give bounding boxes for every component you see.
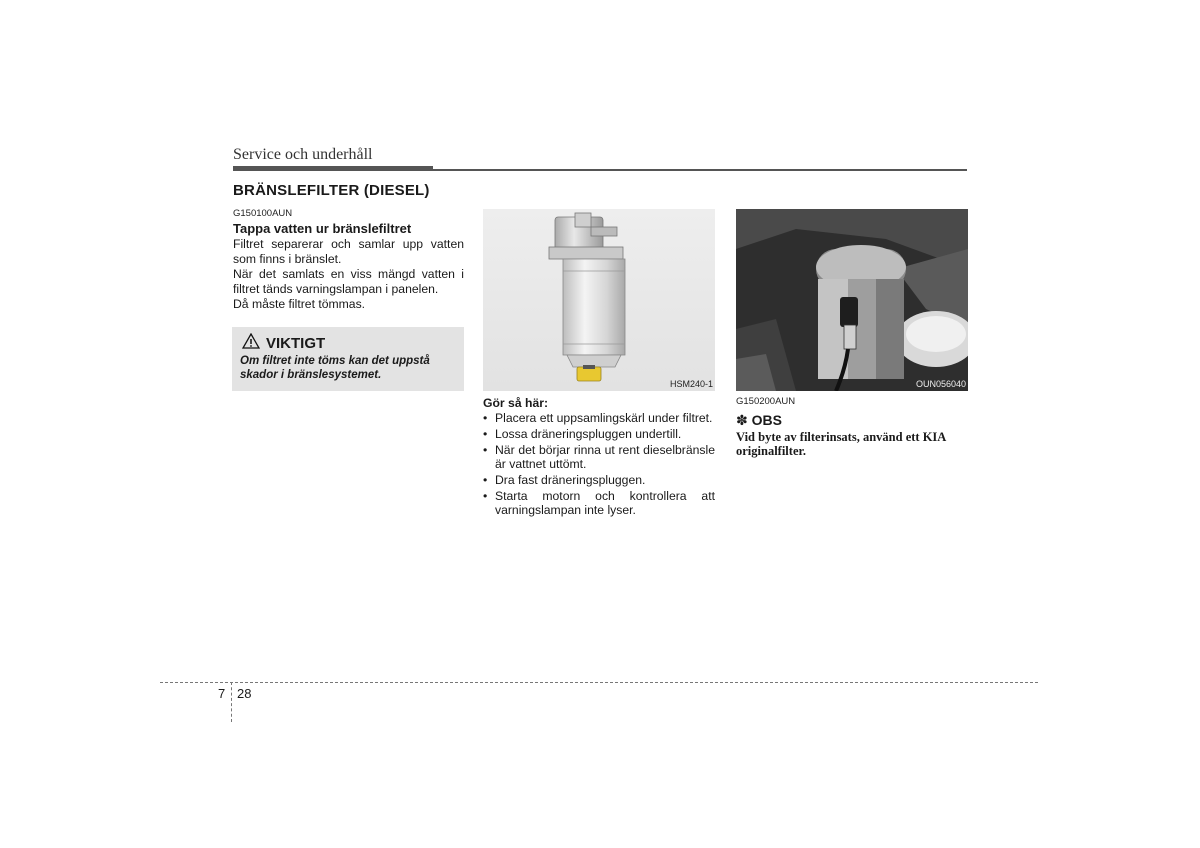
footer-divider	[231, 682, 232, 722]
running-header: Service och underhåll	[233, 146, 373, 163]
section-code: G150100AUN	[233, 208, 293, 219]
warning-body: Om filtret inte töms kan det uppstå skador i bränslesystemet.	[240, 355, 430, 381]
right-column	[736, 396, 968, 458]
warning-header	[242, 333, 325, 354]
obs-title: ✽ OBS	[736, 412, 782, 428]
left-column	[233, 208, 464, 312]
header-rule-thin	[433, 169, 967, 171]
obs-body: Vid byte av filterinsats, använd ett KIA originalfilter.	[736, 430, 946, 458]
warning-box	[232, 327, 464, 391]
section-title: BRÄNSLEFILTER (DIESEL)	[233, 182, 430, 199]
paragraph: När det samlats en viss mängd vatten i filtret tänds varningslampan i panelen.	[233, 267, 464, 296]
sub-heading: Tappa vatten ur bränslefiltret	[233, 221, 412, 236]
page-number: 28	[237, 686, 252, 701]
chapter-number: 7	[218, 686, 226, 701]
list-item: • Dra fast dräneringspluggen.	[483, 473, 715, 487]
fuel-filter-illustration	[483, 209, 715, 391]
steps-list	[483, 411, 715, 517]
steps-heading: Gör så här:	[483, 396, 549, 410]
section-code: G150200AUN	[736, 396, 796, 407]
engine-photo	[736, 209, 968, 391]
warning-title: VIKTIGT	[266, 335, 326, 352]
middle-column	[483, 396, 715, 519]
list-item: • Starta motorn och kontrollera att varningslampan inte lyser.	[483, 489, 715, 517]
image-label: OUN056040	[915, 379, 966, 389]
footer-rule	[160, 682, 1038, 683]
paragraph: Då måste filtret tömmas.	[233, 297, 366, 311]
warning-triangle-icon	[242, 333, 260, 354]
list-item: • Placera ett uppsamlingskärl under filtret.	[483, 411, 715, 425]
image-label: HSM240-1	[669, 379, 713, 389]
paragraph: Filtret separerar och samlar upp vatten som finns i bränslet.	[233, 237, 464, 266]
list-item: • När det börjar rinna ut rent dieselbränsle är vattnet uttömt.	[483, 443, 715, 471]
header-rule-thick	[233, 166, 433, 171]
list-item: • Lossa dräneringspluggen undertill.	[483, 427, 715, 441]
